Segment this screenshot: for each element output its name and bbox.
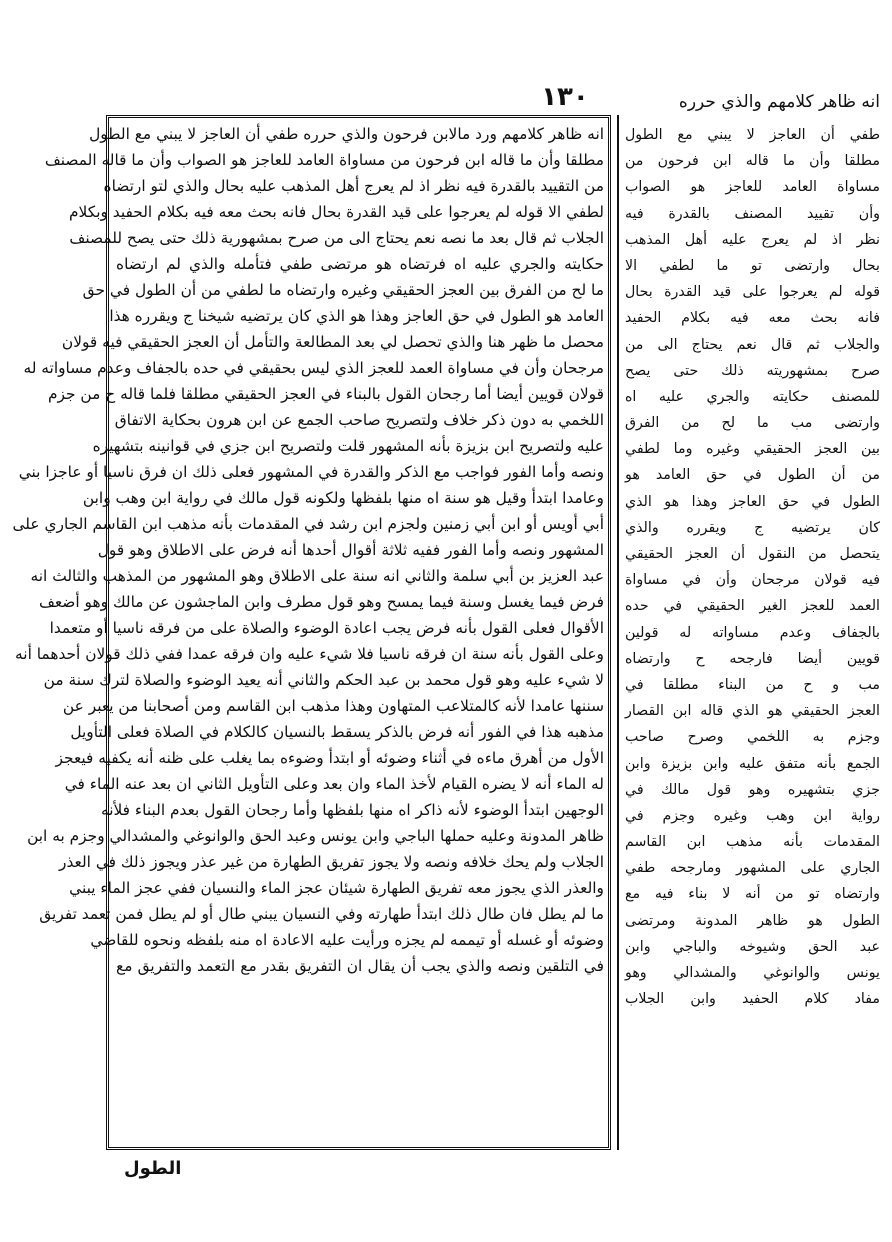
main-text-line: ظاهر المدونة وعليه حملها الباجي وابن يونس وعبد الحق والوانوغي والمشدالي وجزم به ابن <box>27 827 604 845</box>
main-text-line: لطفي الا قوله لم يعرجوا على قيد القدرة بحال فانه بحث معه فيه بكلام الحفيد وبكلام <box>68 203 604 221</box>
main-text-line: الأقوال فعلى القول بأنه فرض يجب اعادة الوضوء والصلاة على من فرقه ناسيا أو متعمدا <box>49 619 604 637</box>
margin-text-line: وارتضى مب ما لح من الفرق <box>625 415 880 432</box>
margin-text-block <box>625 122 880 1012</box>
main-text-line: وعامدا ابتدأ وقيل هو سنة اه منها بلفظها ولكونه قول مالك في رواية ابن وهب وابن <box>82 489 604 507</box>
main-text-line: مرجحان وأن في مساواة العمد للعجز الذي ليس بحقيقي في حده بالجفاف وعدم مساواته له <box>23 359 604 377</box>
margin-text-line: مب و ح من البناء مطلقا في <box>625 676 880 693</box>
margin-text-line: يتحصل من النقول أن العجز الحقيقي <box>625 546 880 562</box>
main-text-line: اللخمي به دون ذكر خلاف ولتصريح صاحب الجمع عن ابن هرون بحكاية الاتفاق <box>114 411 604 429</box>
main-text-line: انه ظاهر كلامهم ورد مالابن فرحون والذي حرره طفي أن العاجز لا يبني مع الطول <box>89 125 604 143</box>
margin-text-line: عبد الحق وشيوخه والباجي وابن <box>625 938 880 955</box>
margin-text-line: فانه بحث معه فيه بكلام الحفيد <box>625 310 880 327</box>
main-text-line: ما لح من الفرق بين العجز الحقيقي وغيره وارتضاه ما لطفي من أن الطول في حق <box>82 281 604 299</box>
margin-text-line: كان يرتضيه ج ويقرره والذي <box>625 519 880 536</box>
margin-text-line: فيه قولان مرجحان وأن في مساواة <box>625 572 880 589</box>
main-text-line: حكايته والجري عليه اه فرتضاه هو مرتضى طفي فتأمله والذي لم ارتضاه <box>116 255 604 273</box>
margin-text-line: مساواة العامد للعاجز هو الصواب <box>625 179 880 196</box>
margin-text-line: يونس والوانوغي والمشدالي وهو <box>625 965 880 981</box>
margin-text-line: مطلقا وأن ما قاله ابن فرحون من <box>625 153 880 170</box>
main-text-line: العامد هو الطول في حق العاجز وهذا هو الذي كان يرتضيه شيخنا ج ويقرره هذا <box>109 307 604 325</box>
main-text-line: الجلاب ثم قال بعد ما نصه نعم يحتاج الى من صرح بمشهورية ذلك حتى يصح للمصنف <box>69 229 604 247</box>
margin-text-line: الطول في حق العاجز وهذا هو الذي <box>625 493 880 510</box>
main-text-line: لا شيء عليه وهو قول محمد بن عبد الحكم والثاني أنه يعيد الوضوء والصلاة لترك سنة من <box>43 671 604 689</box>
margin-text-line: بالجفاف وعدم مساواته له قولين <box>625 624 880 641</box>
main-text-line: سننها عامدا لأنه كالمتلاعب المتهاون وهذا مذهب ابن القاسم ومن أصحابنا من يعبر عن <box>62 697 604 715</box>
main-text-line: المشهور ونصه وأما الفور ففيه ثلاثة أقوال أحدها أنه فرض على الاطلاق وهو قول <box>97 541 604 559</box>
margin-text-line: نظر اذ لم يعرج عليه أهل المذهب <box>625 231 880 248</box>
margin-text-line: بحال وارتضى تو ما لطفي الا <box>625 257 880 274</box>
main-text-line: مذهبه هذا في الفور أنه فرض بالذكر يسقط بالنسيان كالكلام في الصلاة فعلى التأويل <box>70 723 604 741</box>
main-text-line: قولان قويين أيضا أما رجحان القول بالبناء في العجز الحقيقي مطلقا فلما قاله ح من جزم <box>47 385 604 403</box>
main-text-line: فرض فيما يغسل وسنة فيما يمسح وهو قول مطرف وابن الماجشون عن مالك وهو أضعف <box>38 593 604 611</box>
margin-text-line: قوله لم يعرجوا على قيد القدرة بحال <box>625 284 880 301</box>
margin-text-line: بين العجز الحقيقي وغيره وما لطفي <box>625 441 880 458</box>
margin-header: انه ظاهر كلامهم والذي حرره <box>678 92 880 112</box>
main-text-line: أبي أويس أو ابن أبي زمنين ولجزم ابن رشد في المقدمات بأنه مذهب ابن القاسم الجاري على <box>12 515 604 533</box>
main-text-line: ونصه وأما الفور فواجب مع الذكر والقدرة في المشهور فعلى ذلك ان فرق ناسيا أو عاجزا بني <box>18 463 604 481</box>
margin-text-line: رواية ابن وهب وغيره وجزم في <box>625 807 880 824</box>
main-text-line: وضوئه أو غسله أو تيممه لم يجزه ورأيت عليه الاعادة اه منه بلفظه ونحوه للقاضي <box>90 931 604 949</box>
main-text-line: الأول من أهرق ماءه في أثناء وضوئه أو ابتدأ وضوءه بما يغلب على ظنه أنه يكفيه فيعجز <box>55 749 604 767</box>
margin-text-line: من أن الطول في حق العامد هو <box>625 467 880 484</box>
margin-text-line: طفي أن العاجز لا يبني مع الطول <box>625 127 880 143</box>
margin-text-line: للمصنف حكايته والجري عليه اه <box>625 388 880 405</box>
margin-text-line: صرح بمشهوريته ذلك حتى يصح <box>625 362 880 379</box>
main-text-line: وعلى القول بأنه سنة ان فرقه ناسيا فلا شيء عليه وان فرقه عمدا ففي ذلك قولان أحدهما أنه <box>15 645 604 663</box>
margin-text-line: قويين أيضا فارجحه ح وارتضاه <box>625 650 880 667</box>
main-text-line: محصل ما ظهر هنا والذي تحصل لي بعد المطالعة والتأمل أن العجز الحقيقي فيه قولان <box>61 333 604 351</box>
main-text-line: عبد العزيز بن أبي سلمة والثاني انه سنة على الاطلاق وهو المشهور من المذهب والثالث انه <box>30 567 604 585</box>
margin-divider <box>617 115 619 1150</box>
main-text-line: في التلقين ونصه والذي يجب أن يقال ان التفريق بقدر مع التعمد والتفريق مع <box>116 957 604 975</box>
margin-text-line: الجمع بأنه متفق عليه وابن بزيزة وابن <box>625 755 880 772</box>
main-text-line: الوجهين ابتدأ الوضوء لأنه ذاكر اه منها بلفظها وأما رجحان القول بعدم البناء فلأنه <box>100 801 604 819</box>
margin-text-line: وجزم به اللخمي وصرح صاحب <box>625 729 880 746</box>
main-text-line: عليه ولتصريح ابن بزيزة بأنه المشهور قلت ولتصريح ابن جزي في قوانينه بتشهيره <box>92 437 604 455</box>
page-number: ١٣٠ <box>541 82 589 112</box>
margin-text-line: المقدمات بأنه مذهب ابن القاسم <box>625 834 880 851</box>
main-text-line: له الماء أنه لا يضره القيام لأخذ الماء وان بعد وعلى التأويل الثاني ان بعد عنه الماء في <box>64 775 604 793</box>
margin-text-line: وارتضاه تو من أنه لا بناء فيه مع <box>625 886 880 903</box>
main-text-line: من التقييد بالقدرة فيه نظر اذ لم يعرج أهل المذهب عليه بحال والذي لتو ارتضاه <box>103 177 604 195</box>
main-text-line: مطلقا وأن ما قاله ابن فرحون من مساواة العامد للعاجز هو الصواب وأن ما قاله المصنف <box>44 151 604 169</box>
catchword: الطول <box>124 1158 182 1179</box>
main-text-block <box>12 121 604 979</box>
margin-text-line: وأن تقييد المصنف بالقدرة فيه <box>625 205 880 222</box>
margin-text-line: جزي بتشهيره وهو قول مالك في <box>625 781 880 798</box>
main-text-line: ما لم يطل فان طال ذلك ابتدأ طهارته وفي النسيان يبني طال أو لم يطل فمن تعمد تفريق <box>39 905 604 923</box>
margin-text-line: الطول هو ظاهر المدونة ومرتضى <box>625 912 880 929</box>
main-text-line: الجلاب ولم يحك خلافه ونصه ولا يجوز تفريق الطهارة من غير عذر ويجوز ذلك في العذر <box>59 853 604 871</box>
margin-text-line: والجلاب ثم قال نعم يحتاج الى من <box>625 336 880 353</box>
main-text-line: والعذر الذي يجوز معه تفريق الطهارة شيئان عجز الماء والنسيان ففي عجز الماء يبني <box>69 879 604 897</box>
margin-text-line: العمد للعجز الغير الحقيقي في حده <box>625 598 880 615</box>
margin-text-line: مفاد كلام الحفيد وابن الجلاب <box>625 991 880 1008</box>
margin-text-line: العجز الحقيقي هو الذي قاله ابن القصار <box>625 703 880 720</box>
margin-text-line: الجاري على المشهور ومارجحه طفي <box>625 860 880 877</box>
